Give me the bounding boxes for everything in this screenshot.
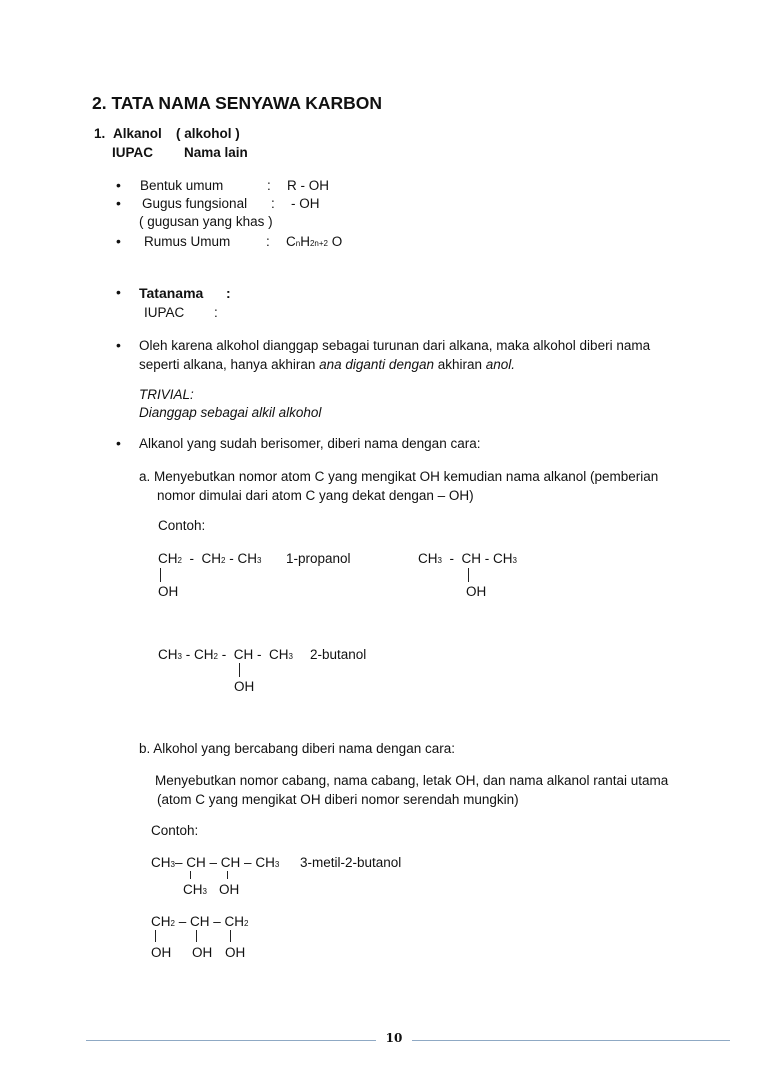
tatanama-colon: : [226, 285, 231, 301]
ex3-ch: CH [233, 647, 254, 662]
rumus-c: C [286, 234, 296, 249]
ex4-ch-a: CH [186, 855, 206, 870]
ex3-ch2: CH [193, 647, 214, 662]
bullet-icon: • [116, 177, 121, 193]
bond-line [190, 871, 191, 879]
isomer-text: Alkanol yang sudah berisomer, diberi nama dengan cara: [139, 436, 481, 451]
ex3-s3b: 3 [288, 652, 293, 661]
tatanama-iupac-colon: : [214, 305, 218, 320]
footer-rule-left [86, 1040, 376, 1041]
ex3-s2: 2 [213, 652, 218, 661]
contoh-b: Contoh: [151, 823, 199, 838]
contoh-a: Contoh: [158, 518, 206, 533]
bond-line [239, 663, 240, 677]
ex2-oh: OH [466, 584, 487, 599]
ex5-s2b: 2 [244, 919, 249, 928]
ex4-branch-ch3 [183, 882, 207, 898]
ex3-oh: OH [234, 679, 255, 694]
ex4-oh: OH [219, 882, 240, 897]
rumus-h: H [300, 234, 310, 249]
section-alt-name: ( alkohol ) [176, 126, 240, 141]
ex2-s3a: 3 [437, 556, 442, 565]
rule-b-line-1: Menyebutkan nomor cabang, nama cabang, letak OH, dan nama alkanol rantai utama [155, 773, 669, 788]
bond-line [227, 871, 228, 879]
ex3-ch3a: CH [158, 647, 178, 662]
gugus-colon: : [271, 196, 275, 211]
ex3-d2: - [221, 647, 227, 662]
rumus-colon: : [266, 234, 270, 249]
rule-a-line-1: a. Menyebutkan nomor atom C yang mengikat OH kemudian nama alkanol (pemberian [139, 469, 659, 484]
ex1-s3: 3 [256, 556, 262, 565]
rule-b-head: b. Alkohol yang bercabang diberi nama dengan cara: [139, 741, 455, 756]
rumus-formula [286, 234, 342, 250]
name-1-propanol: 1-propanol [286, 551, 351, 566]
ex4-d1: – [174, 855, 183, 870]
ex4-ch3a: CH [151, 855, 171, 870]
page-number: 10 [385, 1031, 403, 1045]
ex4-s3a: 3 [170, 860, 175, 869]
formula-1-propanol [158, 551, 261, 567]
ex4-ch3b: CH [255, 855, 275, 870]
bullet-icon: • [116, 195, 121, 211]
ex4-branch-s: 3 [202, 887, 207, 896]
ex2-ch: CH [461, 551, 481, 566]
rumus-label: Rumus Umum [144, 234, 231, 249]
ex3-s3a: 3 [177, 652, 182, 661]
tatanama-label: Tatanama [139, 285, 204, 301]
gugus-note: ( gugusan yang khas ) [139, 214, 273, 229]
bullet-icon: • [116, 284, 121, 300]
ex4-d2: – [209, 855, 218, 870]
ex1-ch2b: CH [201, 551, 221, 566]
oleh-italic-1: ana diganti dengan [319, 357, 434, 372]
rumus-2n2: 2n+2 [309, 239, 328, 248]
name-2-butanol: 2-butanol [310, 647, 367, 662]
ex1-s2b: 2 [220, 556, 226, 565]
ex5-ch: CH [190, 914, 210, 929]
rumus-n: n [295, 239, 301, 248]
bullet-icon: • [116, 337, 121, 353]
rule-a-line-2: nomor dimulai dari atom C yang dekat dengan – OH) [157, 488, 474, 503]
section-number: 1. [94, 126, 106, 141]
bond-line [230, 930, 231, 942]
ex1-d1: - [189, 551, 194, 566]
ex4-s3b: 3 [274, 860, 280, 869]
formula-glycerol [151, 914, 249, 930]
name-3-metil-2-butanol: 3-metil-2-butanol [300, 855, 402, 870]
oleh-line-1: Oleh karena alkohol dianggap sebagai turunan dari alkana, maka alkohol diberi nama [139, 338, 651, 353]
oleh-line-2 [139, 357, 515, 373]
ex1-d2: - [229, 551, 234, 566]
bullet-icon: • [116, 435, 121, 451]
ex1-ch3: CH [237, 551, 257, 566]
formula-2-propanol [418, 551, 517, 567]
ex5-ch2a: CH [151, 914, 171, 929]
bond-line [468, 568, 469, 582]
ex5-oh-1: OH [151, 945, 172, 960]
bond-line [160, 568, 161, 582]
ex1-ch2a: CH [158, 551, 178, 566]
ex3-ch3b: CH [269, 647, 289, 662]
ex5-oh-3: OH [225, 945, 246, 960]
ex5-ch2b: CH [224, 914, 245, 929]
ex2-ch3b: CH [493, 551, 513, 566]
ex3-d1: - [185, 647, 191, 662]
ex4-branch-ch: CH [183, 882, 203, 897]
iupac-label: IUPAC [112, 145, 154, 160]
formula-2-butanol [158, 647, 293, 663]
bentuk-value: R - OH [287, 178, 329, 193]
ex4-ch-b: CH [220, 855, 241, 870]
oleh-plain-2: akhiran [433, 357, 486, 372]
gugus-label: Gugus fungsional [142, 196, 248, 211]
ex2-d1: - [449, 551, 454, 566]
ex4-d3: – [244, 855, 252, 870]
ex5-s2a: 2 [170, 919, 175, 928]
trivial-text: Dianggap sebagai alkil alkohol [139, 405, 322, 420]
ex1-oh: OH [158, 584, 179, 599]
trivial-label: TRIVIAL: [139, 387, 194, 402]
oleh-plain-1: seperti alkana, hanya akhiran [139, 357, 320, 372]
ex2-d2: - [484, 551, 490, 566]
rule-b-line-2: (atom C yang mengikat OH diberi nomor serendah mungkin) [157, 792, 519, 807]
ex3-d3: - [256, 647, 262, 662]
ex5-oh-2: OH [192, 945, 213, 960]
footer-rule-right [412, 1040, 730, 1041]
bullet-icon: • [116, 233, 121, 249]
ex5-d2: – [213, 914, 221, 929]
section-name: Alkanol [113, 126, 162, 141]
ex2-ch3a: CH [418, 551, 438, 566]
other-name-label: Nama lain [184, 145, 248, 160]
tatanama-iupac: IUPAC [144, 305, 185, 320]
bentuk-colon: : [267, 178, 271, 193]
oleh-italic-2: anol. [485, 357, 516, 372]
formula-3-metil-2-butanol [151, 855, 279, 871]
page-title: 2. TATA NAMA SENYAWA KARBON [92, 93, 383, 113]
ex2-s3b: 3 [512, 556, 517, 565]
bond-line [155, 930, 156, 942]
ex5-d1: – [178, 914, 187, 929]
bond-line [196, 930, 197, 942]
gugus-value: - OH [291, 196, 320, 211]
rumus-o: O [331, 234, 343, 249]
bentuk-label: Bentuk umum [140, 178, 224, 193]
ex1-s2a: 2 [177, 556, 182, 565]
